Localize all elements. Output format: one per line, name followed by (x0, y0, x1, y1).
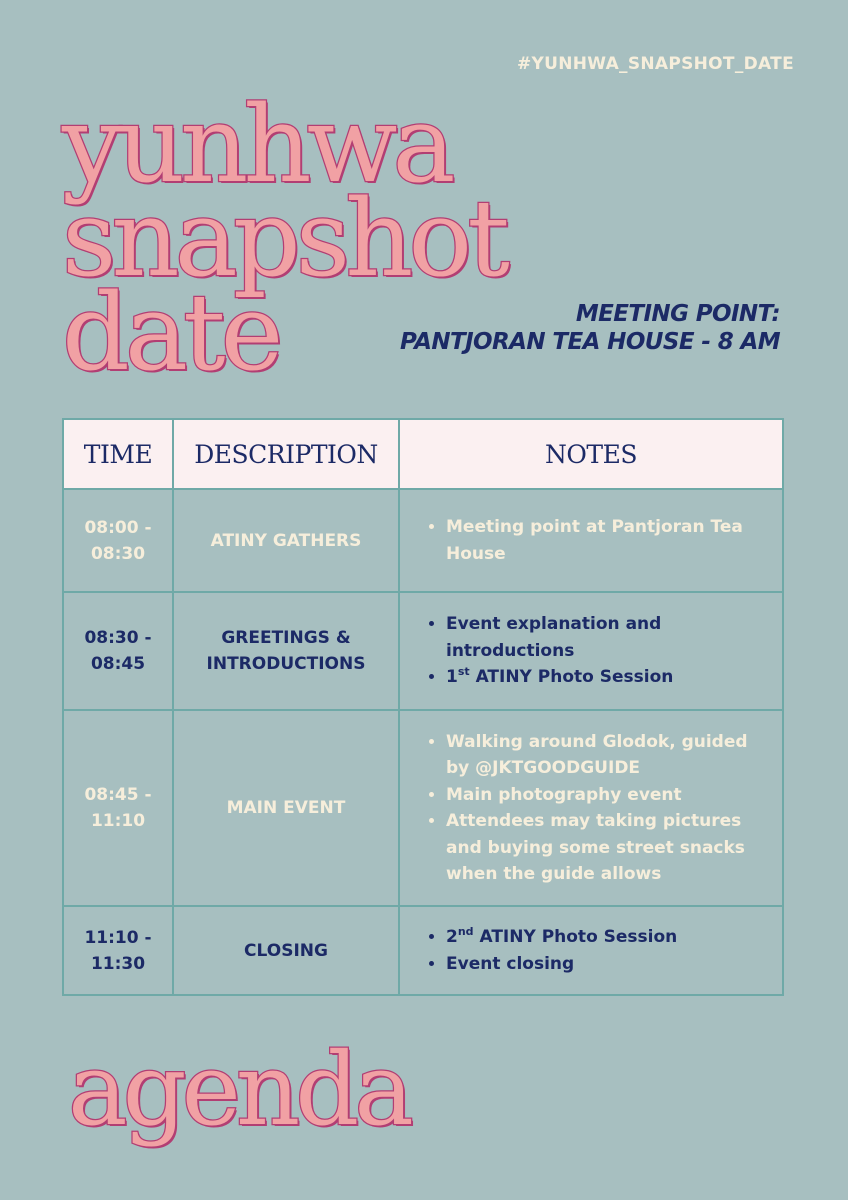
note-item: • Attendees may taking pictures and buying some street snacks when the guide allows (446, 808, 762, 888)
time-cell (63, 489, 173, 592)
notes-cell (399, 592, 783, 710)
time-end: 08:30 (90, 543, 146, 564)
description-text: MAIN EVENT (226, 798, 346, 818)
notes-list (400, 514, 762, 567)
title-line-1: yunhwa (62, 83, 451, 206)
description-cell (173, 710, 399, 906)
time-start: 11:10 - (84, 927, 152, 948)
table-row (63, 592, 783, 710)
description-cell (173, 592, 399, 710)
time-end: 11:30 (90, 953, 146, 974)
note-item: • Main photography event (446, 782, 762, 809)
header-time: TIME (63, 419, 173, 489)
notes-cell (399, 710, 783, 906)
hashtag: #YUNHWA_SNAPSHOT_DATE (516, 54, 794, 74)
time-start: 08:45 - (84, 785, 152, 805)
time-cell (63, 592, 173, 710)
notes-list (400, 924, 762, 977)
table-header-row (63, 419, 783, 489)
title-line-2: snapshot (62, 177, 505, 300)
note-item (446, 664, 762, 691)
description-cell (173, 906, 399, 995)
header-notes: NOTES (399, 419, 783, 489)
notes-list (400, 729, 762, 888)
table-row (63, 710, 783, 906)
description-cell (173, 489, 399, 592)
description-text-2: INTRODUCTIONS (206, 654, 366, 674)
agenda-heading: agenda (68, 1031, 409, 1148)
ordinal-suffix: nd (457, 925, 474, 938)
notes-list (400, 611, 762, 691)
time-cell (63, 710, 173, 906)
note-item (446, 924, 762, 951)
time-end: 08:45 (90, 654, 146, 674)
description-text: ATINY GATHERS (210, 530, 362, 551)
note-text: ATINY Photo Session (473, 927, 678, 947)
meeting-point-location: PANTJORAN TEA HOUSE - 8 AM (400, 329, 780, 355)
description-text: CLOSING (244, 940, 328, 961)
description-text: GREETINGS & (221, 628, 351, 648)
meeting-point-label: MEETING POINT: (575, 301, 780, 327)
note-text: ATINY Photo Session (469, 667, 674, 688)
agenda-table (62, 418, 784, 996)
time-start: 08:30 - (84, 628, 152, 648)
note-item: • Event closing (446, 951, 762, 978)
time-cell (63, 906, 173, 995)
note-item: • Walking around Glodok, guided by @JKTGOODGUIDE (446, 729, 762, 782)
ordinal-suffix: st (457, 665, 470, 679)
title-line-3: date (62, 271, 279, 394)
time-end: 11:10 (90, 811, 146, 831)
meeting-point (400, 300, 780, 356)
note-item: • Meeting point at Pantjoran Tea House (446, 514, 762, 567)
time-start: 08:00 - (84, 517, 152, 538)
header-description: DESCRIPTION (173, 419, 399, 489)
notes-cell (399, 489, 783, 592)
note-item: • Event explanation and introductions (446, 611, 762, 664)
notes-cell (399, 906, 783, 995)
table-row (63, 906, 783, 995)
ordinal-number: 2 (446, 927, 458, 947)
ordinal-number: 1 (446, 667, 458, 688)
table-row (63, 489, 783, 592)
